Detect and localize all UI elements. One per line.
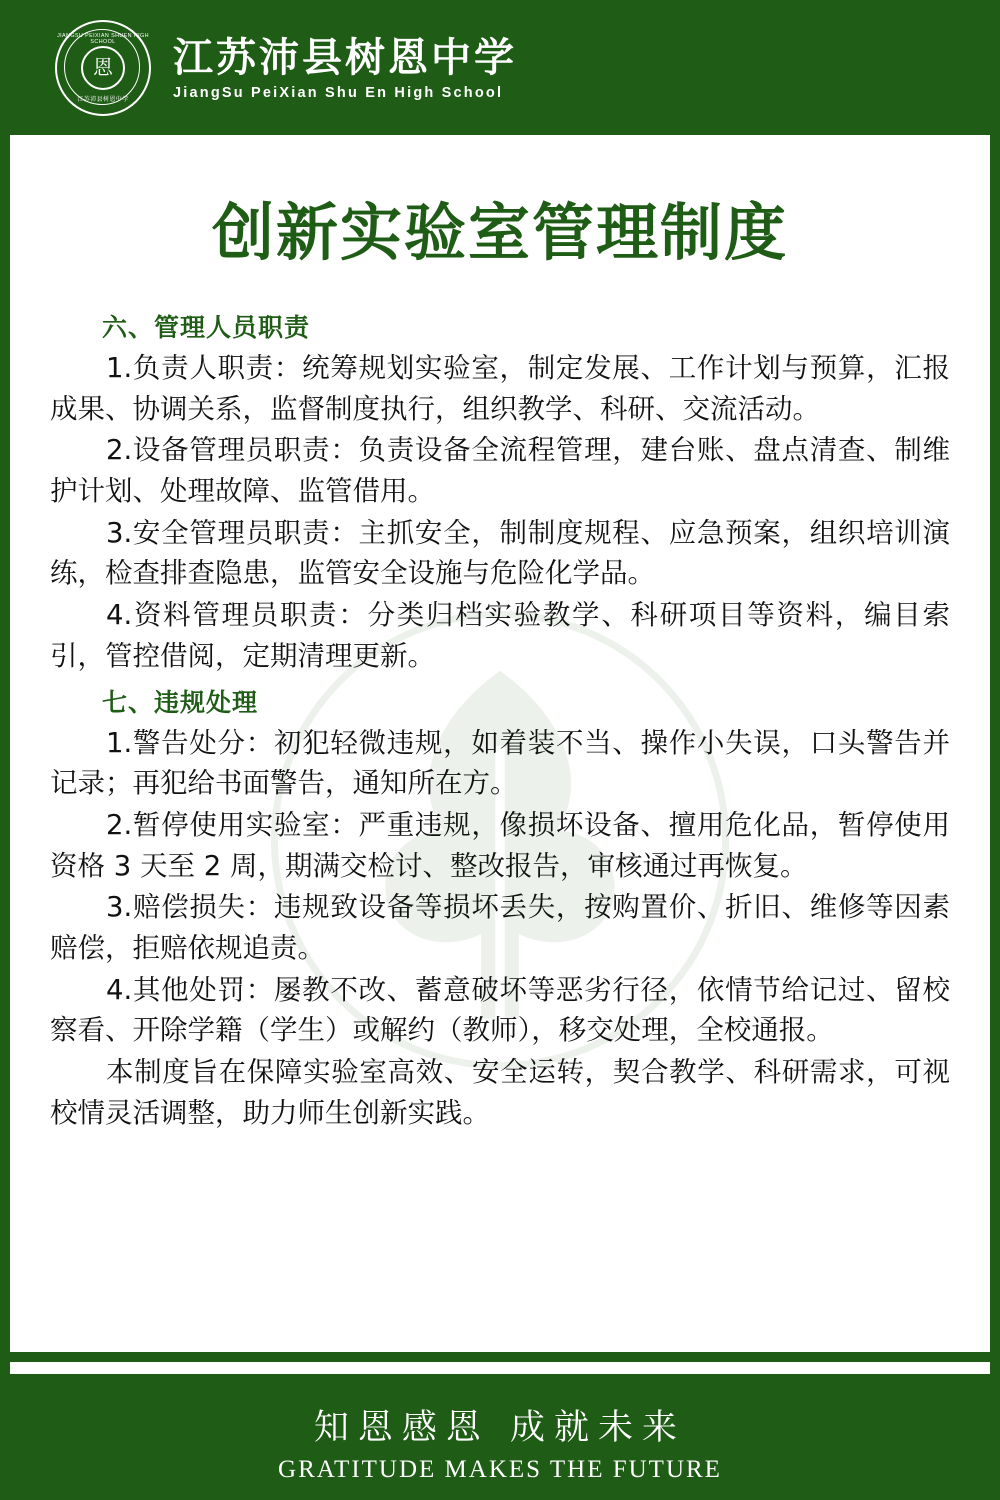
paragraph: 3.安全管理员职责：主抓安全，制制度规程、应急预案，组织培训演练，检查排查隐患，监管安全设施与危险化学品。: [50, 516, 950, 590]
paragraph: 4.其他处罚：屡教不改、蓄意破坏等恶劣行径，依情节给记过、留校察看、开除学籍（学生）或解约（教师），移交处理，全校通报。: [50, 973, 950, 1047]
footer-divider: [0, 1352, 1000, 1362]
seal-bottom-text: 江苏沛县树恩中学: [77, 96, 129, 103]
paragraph: 2.暂停使用实验室：严重违规，像损坏设备、擅用危化品，暂停使用资格 3 天至 2 周，期满交检讨、整改报告，审核通过再恢复。: [50, 808, 950, 882]
document-body: [10, 135, 990, 1352]
paragraph: 1.警告处分：初犯轻微违规，如着装不当、操作小失误，口头警告并记录；再犯给书面警告，通知所在方。: [50, 726, 950, 800]
footer-slogan-cn: 知恩感恩 成就未来: [313, 1408, 687, 1448]
paragraph: 4.资料管理员职责：分类归档实验教学、科研项目等资料，编目索引，管控借阅，定期清理更新。: [50, 599, 950, 672]
document-text: [50, 308, 950, 1133]
seal-top-text: JIANGSU PEIXIAN SHUEN HIGH SCHOOL: [57, 32, 149, 45]
school-name-cn: 江苏沛县树恩中学: [173, 34, 517, 81]
section-heading-6: 六、管理人员职责: [102, 313, 311, 342]
school-name-en: JiangSu PeiXian Shu En High School: [173, 84, 504, 101]
paragraph: 3.赔偿损失：违规致设备等损坏丢失，按购置价、折旧、维修等因素赔偿，拒赔依规追责。: [50, 891, 950, 964]
paragraph: 1.负责人职责：统筹规划实验室，制定发展、工作计划与预算，汇报成果、协调关系，监督制度执行，组织教学、科研、交流活动。: [50, 352, 950, 425]
section-heading-7: 七、违规处理: [102, 687, 259, 717]
footer-bar: [0, 1374, 1000, 1500]
page-title: 创新实验室管理制度: [211, 196, 788, 269]
seal-center-glyph: 恩: [81, 46, 125, 90]
footer-slogan-en: GRATITUDE MAKES THE FUTURE: [278, 1456, 722, 1483]
closing-paragraph: 本制度旨在保障实验室高效、安全运转，契合教学、科研需求，可视校情灵活调整，助力师生创新实践。: [50, 1056, 950, 1129]
school-seal-logo: [55, 20, 151, 116]
paragraph: 2.设备管理员职责：负责设备全流程管理，建台账、盘点清查、制维护计划、处理故障、监管借用。: [50, 434, 950, 508]
school-name-block: [173, 35, 517, 101]
header-bar: [0, 0, 1000, 135]
